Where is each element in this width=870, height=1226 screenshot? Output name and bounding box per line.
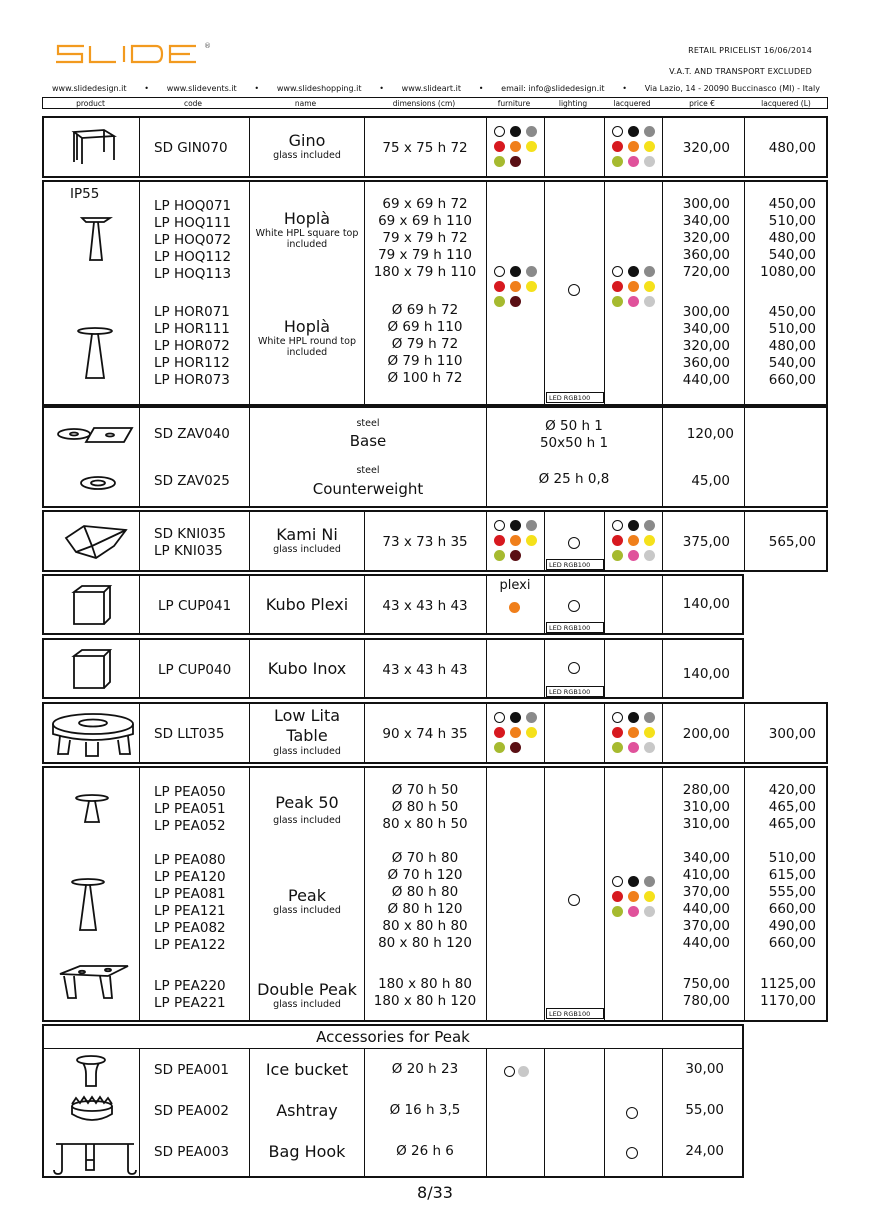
color-black bbox=[628, 520, 639, 531]
ice-bucket-name: Ice bucket bbox=[265, 1060, 349, 1079]
kubo-inox-icon bbox=[70, 648, 116, 694]
furniture-colors bbox=[494, 266, 536, 307]
lighting-available-icon bbox=[568, 894, 580, 906]
color-orange bbox=[510, 281, 521, 292]
color-red bbox=[494, 727, 505, 738]
led-label: LED RGB100 bbox=[546, 559, 604, 570]
hopla-rd-prices-l: 450,00 510,00 480,00 540,00 660,00 bbox=[768, 304, 816, 388]
lacquered-colors bbox=[612, 876, 654, 917]
lita-name1: Low Lita bbox=[273, 706, 341, 725]
kubo-plexi-dim: 43 x 43 h 43 bbox=[382, 598, 468, 614]
lacquered-available-icon bbox=[626, 1147, 638, 1159]
color-olive bbox=[494, 550, 505, 561]
row-gino bbox=[42, 116, 828, 178]
kubo-inox-price: 140,00 bbox=[682, 666, 730, 682]
color-yellow bbox=[644, 535, 655, 546]
col-name: name bbox=[294, 99, 317, 108]
lacquered-available-icon bbox=[626, 1107, 638, 1119]
separator: • bbox=[254, 84, 260, 93]
counterweight-name: Counterweight bbox=[312, 480, 424, 498]
color-black bbox=[628, 126, 639, 137]
row-low-lita bbox=[42, 702, 828, 764]
email-link[interactable]: email: info@slidedesign.it bbox=[501, 84, 605, 93]
hopla-square-icon bbox=[80, 214, 114, 264]
peak50-dims: Ø 70 h 50 Ø 80 h 50 80 x 80 h 50 bbox=[382, 782, 468, 832]
color-black bbox=[628, 876, 639, 887]
base-note: steel bbox=[356, 418, 380, 429]
color-olive bbox=[612, 156, 623, 167]
peak50-prices: 280,00 310,00 310,00 bbox=[682, 782, 730, 832]
gino-code: SD GIN070 bbox=[154, 140, 228, 156]
color-magenta bbox=[628, 156, 639, 167]
row-kubo-plexi bbox=[42, 574, 744, 635]
lita-price: 200,00 bbox=[682, 726, 730, 742]
col-lacquered: lacquered bbox=[613, 99, 651, 108]
double-peak-prices-l: 1125,00 1170,00 bbox=[760, 976, 816, 1009]
lita-note: glass included bbox=[273, 746, 341, 757]
color-grey bbox=[526, 266, 537, 277]
hopla-rd-dims: Ø 69 h 72 Ø 69 h 110 Ø 79 h 72 Ø 79 h 110 Ø 100 h 72 bbox=[387, 302, 463, 386]
double-peak-codes: LP PEA220 LP PEA221 bbox=[154, 978, 226, 1011]
link-slideshopping[interactable]: www.slideshopping.it bbox=[276, 84, 362, 93]
lita-name2: Table bbox=[286, 726, 328, 745]
double-peak-prices: 750,00 780,00 bbox=[682, 976, 730, 1009]
separator: • bbox=[144, 84, 149, 93]
low-lita-icon bbox=[50, 710, 138, 760]
double-peak-name: Double Peak bbox=[257, 980, 357, 999]
hopla-sq-note1: White HPL square top bbox=[255, 228, 359, 239]
peak-dims: Ø 70 h 80 Ø 70 h 120 Ø 80 h 80 Ø 80 h 120 80 x 80 h 80 80 x 80 h 120 bbox=[378, 850, 472, 951]
color-magenta bbox=[628, 296, 639, 307]
color-yellow bbox=[526, 727, 537, 738]
lacquered-colors bbox=[612, 712, 654, 753]
counterweight-code: SD ZAV025 bbox=[154, 473, 230, 489]
color-orange bbox=[510, 535, 521, 546]
page-number: 8/33 bbox=[417, 1183, 453, 1202]
kami-name: Kami Ni bbox=[276, 525, 338, 544]
color-orange bbox=[628, 141, 639, 152]
counterweight-price: 45,00 bbox=[691, 473, 730, 489]
color-white bbox=[612, 712, 623, 723]
hopla-rd-prices: 300,00 340,00 320,00 360,00 440,00 bbox=[682, 304, 730, 388]
peak-name: Peak bbox=[288, 886, 326, 905]
color-lightgrey bbox=[644, 742, 655, 753]
lacquered-colors bbox=[612, 520, 654, 561]
base-price: 120,00 bbox=[686, 426, 734, 442]
kami-dim: 73 x 73 h 35 bbox=[382, 534, 468, 550]
hopla-sq-prices-l: 450,00 510,00 480,00 540,00 1080,00 bbox=[760, 196, 816, 280]
color-white bbox=[612, 520, 623, 531]
ashtray-code: SD PEA002 bbox=[154, 1103, 229, 1119]
separator: • bbox=[379, 84, 384, 93]
hopla-sq-prices: 300,00 340,00 320,00 360,00 720,00 bbox=[682, 196, 730, 280]
accessories-section bbox=[42, 1024, 744, 1178]
color-red bbox=[494, 281, 505, 292]
col-dimensions: dimensions (cm) bbox=[392, 99, 456, 108]
led-label: LED RGB100 bbox=[546, 622, 604, 633]
led-label: LED RGB100 bbox=[546, 1008, 604, 1019]
color-grey bbox=[644, 876, 655, 887]
color-grey bbox=[644, 712, 655, 723]
lighting-available-icon bbox=[568, 662, 580, 674]
color-lightgrey bbox=[644, 906, 655, 917]
kubo-plexi-price: 140,00 bbox=[682, 596, 730, 612]
kami-price: 375,00 bbox=[682, 534, 730, 550]
furniture-colors bbox=[494, 712, 536, 753]
hopla-sq-name: Hoplà bbox=[283, 209, 331, 228]
peak-prices: 340,00 410,00 370,00 440,00 370,00 440,00 bbox=[682, 850, 730, 951]
bag-hook-price: 24,00 bbox=[685, 1143, 724, 1159]
color-white bbox=[612, 266, 623, 277]
color-lightgrey bbox=[644, 550, 655, 561]
color-red bbox=[612, 141, 623, 152]
lighting-available-icon bbox=[568, 537, 580, 549]
color-yellow bbox=[644, 891, 655, 902]
color-black bbox=[628, 266, 639, 277]
peak-prices-l: 510,00 615,00 555,00 660,00 490,00 660,00 bbox=[768, 850, 816, 951]
double-peak-icon bbox=[56, 964, 132, 1006]
bag-hook-icon bbox=[50, 1138, 140, 1176]
gino-name: Gino bbox=[288, 131, 326, 150]
row-zav bbox=[42, 406, 828, 508]
hopla-rd-name: Hoplà bbox=[283, 317, 331, 336]
color-grey bbox=[644, 266, 655, 277]
ip55-badge: IP55 bbox=[70, 186, 100, 202]
base-name: Base bbox=[349, 432, 387, 450]
ashtray-price: 55,00 bbox=[685, 1102, 724, 1118]
color-black bbox=[510, 126, 521, 137]
kami-codes: SD KNI035 LP KNI035 bbox=[154, 526, 226, 559]
color-red bbox=[612, 281, 623, 292]
pricelist-date: RETAIL PRICELIST 16/06/2014 bbox=[688, 46, 812, 55]
color-magenta bbox=[628, 742, 639, 753]
color-black bbox=[510, 712, 521, 723]
counterweight-icon bbox=[78, 474, 118, 494]
color-olive bbox=[494, 156, 505, 167]
lacquered-colors bbox=[612, 126, 654, 167]
lacquered-colors bbox=[612, 266, 654, 307]
led-label: LED RGB100 bbox=[546, 392, 604, 403]
color-orange bbox=[628, 727, 639, 738]
color-maroon bbox=[510, 156, 521, 167]
lita-price-l: 300,00 bbox=[768, 726, 816, 742]
color-grey bbox=[644, 126, 655, 137]
color-orange bbox=[509, 602, 520, 613]
color-yellow bbox=[526, 535, 537, 546]
row-hopla bbox=[42, 180, 828, 406]
slide-logo bbox=[54, 40, 214, 68]
bag-hook-code: SD PEA003 bbox=[154, 1144, 229, 1160]
kami-note: glass included bbox=[273, 544, 341, 555]
color-grey bbox=[526, 520, 537, 531]
color-magenta bbox=[628, 550, 639, 561]
link-slidevents[interactable]: www.slidevents.it bbox=[166, 84, 237, 93]
kubo-inox-name: Kubo Inox bbox=[267, 659, 347, 678]
row-peak bbox=[42, 766, 828, 1022]
gino-table-icon bbox=[68, 126, 118, 166]
color-red bbox=[494, 141, 505, 152]
column-header bbox=[42, 97, 828, 109]
col-price: price € bbox=[689, 99, 715, 108]
color-grey bbox=[644, 520, 655, 531]
color-white bbox=[494, 126, 505, 137]
ashtray-icon bbox=[68, 1094, 116, 1130]
kubo-plexi-icon bbox=[70, 584, 116, 630]
color-lightgrey bbox=[518, 1066, 529, 1077]
kubo-plexi-code: LP CUP041 bbox=[158, 598, 232, 614]
color-yellow bbox=[526, 141, 537, 152]
col-lacquered-l: lacquered (L) bbox=[761, 99, 811, 108]
separator: • bbox=[478, 84, 484, 93]
color-lightgrey bbox=[644, 156, 655, 167]
col-product: product bbox=[76, 99, 105, 108]
brand-name: SLIDE bbox=[54, 67, 57, 68]
gino-price: 320,00 bbox=[682, 140, 730, 156]
lita-code: SD LLT035 bbox=[154, 726, 225, 742]
base-code: SD ZAV040 bbox=[154, 426, 230, 442]
kami-price-l: 565,00 bbox=[768, 534, 816, 550]
peak50-codes: LP PEA050 LP PEA051 LP PEA052 bbox=[154, 784, 226, 834]
color-black bbox=[510, 266, 521, 277]
base-dim2: 50x50 h 1 bbox=[539, 435, 609, 451]
plexi-label: plexi bbox=[499, 578, 531, 593]
ice-bucket-price: 30,00 bbox=[685, 1061, 724, 1077]
color-orange bbox=[628, 281, 639, 292]
color-white bbox=[612, 126, 623, 137]
color-black bbox=[510, 520, 521, 531]
color-olive bbox=[612, 906, 623, 917]
counterweight-dim: Ø 25 h 0,8 bbox=[538, 471, 610, 487]
gino-dim: 75 x 75 h 72 bbox=[382, 140, 468, 156]
address: Via Lazio, 14 - 20090 Buccinasco (MI) - Italy bbox=[644, 84, 820, 93]
hopla-sq-note2: included bbox=[286, 239, 328, 250]
hopla-rd-note2: included bbox=[286, 347, 328, 358]
row-kami-ni bbox=[42, 510, 828, 572]
color-lightgrey bbox=[644, 296, 655, 307]
color-white bbox=[504, 1066, 515, 1077]
counterweight-note: steel bbox=[356, 465, 380, 476]
color-red bbox=[612, 891, 623, 902]
color-yellow bbox=[526, 281, 537, 292]
color-grey bbox=[526, 712, 537, 723]
color-orange bbox=[510, 141, 521, 152]
color-maroon bbox=[510, 296, 521, 307]
color-olive bbox=[612, 550, 623, 561]
link-slideart[interactable]: www.slideart.it bbox=[401, 84, 461, 93]
hopla-sq-dims: 69 x 69 h 72 69 x 69 h 110 79 x 79 h 72 79 x 79 h 110 180 x 79 h 110 bbox=[373, 196, 477, 280]
kubo-plexi-name: Kubo Plexi bbox=[265, 595, 349, 614]
kami-ni-icon bbox=[62, 518, 132, 566]
color-orange bbox=[510, 727, 521, 738]
ashtray-name: Ashtray bbox=[276, 1101, 338, 1120]
col-code: code bbox=[183, 99, 203, 108]
base-dim1: Ø 50 h 1 bbox=[545, 418, 603, 434]
double-peak-note: glass included bbox=[273, 999, 341, 1010]
separator: • bbox=[622, 84, 627, 93]
peak50-note: glass included bbox=[273, 815, 341, 826]
color-red bbox=[612, 535, 623, 546]
kubo-inox-code: LP CUP040 bbox=[158, 662, 232, 678]
double-peak-dims: 180 x 80 h 80 180 x 80 h 120 bbox=[373, 976, 477, 1009]
color-yellow bbox=[644, 281, 655, 292]
gino-price-l: 480,00 bbox=[768, 140, 816, 156]
hopla-rd-note1: White HPL round top bbox=[258, 336, 356, 347]
header-links bbox=[52, 84, 820, 93]
color-white bbox=[494, 520, 505, 531]
color-magenta bbox=[628, 906, 639, 917]
ice-bucket-icon bbox=[74, 1054, 110, 1090]
base-icon bbox=[56, 424, 136, 448]
row-kubo-inox bbox=[42, 638, 744, 699]
peak-icon bbox=[70, 876, 110, 936]
lighting-available-icon bbox=[568, 284, 580, 296]
color-black bbox=[628, 712, 639, 723]
peak-codes: LP PEA080 LP PEA120 LP PEA081 LP PEA121 LP PEA082 LP PEA122 bbox=[154, 852, 226, 953]
led-label: LED RGB100 bbox=[546, 686, 604, 697]
peak-50-icon bbox=[74, 792, 114, 828]
hopla-sq-codes: LP HOQ071 LP HOQ111 LP HOQ072 LP HOQ112 LP HOQ113 bbox=[154, 198, 232, 282]
color-yellow bbox=[644, 141, 655, 152]
color-olive bbox=[612, 296, 623, 307]
color-maroon bbox=[510, 550, 521, 561]
gino-note: glass included bbox=[273, 150, 341, 161]
vat-note: V.A.T. AND TRANSPORT EXCLUDED bbox=[669, 67, 812, 76]
color-olive bbox=[612, 742, 623, 753]
bag-hook-name: Bag Hook bbox=[268, 1142, 346, 1161]
ice-bucket-code: SD PEA001 bbox=[154, 1062, 229, 1078]
col-furniture: furniture bbox=[497, 99, 531, 108]
color-white bbox=[494, 266, 505, 277]
color-olive bbox=[494, 742, 505, 753]
lita-dim: 90 x 74 h 35 bbox=[382, 726, 468, 742]
ice-bucket-dim: Ø 20 h 23 bbox=[391, 1061, 459, 1077]
bag-hook-dim: Ø 26 h 6 bbox=[396, 1143, 454, 1159]
lighting-available-icon bbox=[568, 600, 580, 612]
color-olive bbox=[494, 296, 505, 307]
peak50-prices-l: 420,00 465,00 465,00 bbox=[768, 782, 816, 832]
accessories-title: Accessories for Peak bbox=[316, 1028, 470, 1046]
peak50-name: Peak 50 bbox=[275, 793, 339, 812]
ashtray-dim: Ø 16 h 3,5 bbox=[389, 1102, 461, 1118]
furniture-colors bbox=[494, 126, 536, 167]
kubo-inox-dim: 43 x 43 h 43 bbox=[382, 662, 468, 678]
peak-note: glass included bbox=[273, 905, 341, 916]
hopla-round-icon bbox=[76, 326, 116, 382]
color-white bbox=[494, 712, 505, 723]
color-yellow bbox=[644, 727, 655, 738]
hopla-rd-codes: LP HOR071 LP HOR111 LP HOR072 LP HOR112 LP HOR073 bbox=[154, 304, 230, 388]
col-lighting: lighting bbox=[558, 99, 588, 108]
color-grey bbox=[526, 126, 537, 137]
color-red bbox=[612, 727, 623, 738]
link-slidedesign[interactable]: www.slidedesign.it bbox=[52, 84, 127, 93]
color-maroon bbox=[510, 742, 521, 753]
furniture-colors bbox=[494, 520, 536, 561]
color-red bbox=[494, 535, 505, 546]
color-orange bbox=[628, 535, 639, 546]
color-white bbox=[612, 876, 623, 887]
color-orange bbox=[628, 891, 639, 902]
brand-reg: ® bbox=[204, 42, 211, 50]
